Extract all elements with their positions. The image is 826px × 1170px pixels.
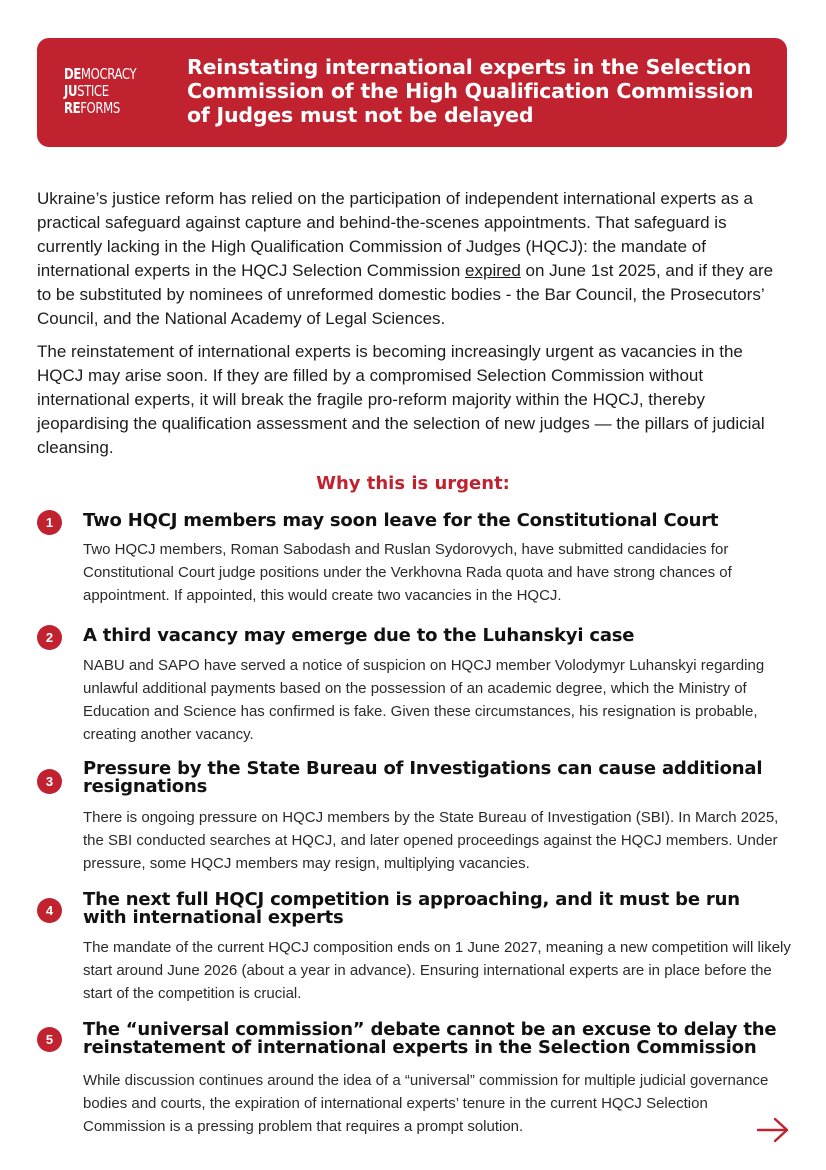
item-title: Pressure by the State Bureau of Investigations can cause additional resignations	[83, 758, 763, 797]
page-title: Reinstating international experts in the Selection Commission of the High Qualification Commission of Judges must not be delayed	[187, 55, 754, 127]
section-heading: Why this is urgent:	[316, 473, 510, 494]
number-badge: 5	[37, 1027, 62, 1052]
item-title: The “universal commission” debate cannot be an excuse to delay the reinstatement of international experts in the Selection Commission	[83, 1019, 777, 1058]
item-body: NABU and SAPO have served a notice of suspicion on HQCJ member Volodymyr Luhanskyi regarding unlawful additional payments based on the possession of an academic degree, which the Ministry of Education and Science has confirmed is fake. Given these circumstances, his resignation is probable, creating another vacancy.	[83, 657, 765, 743]
item-title: The next full HQCJ competition is approaching, and it must be run with international experts	[83, 889, 740, 928]
header-banner	[37, 38, 787, 147]
intro-section	[37, 187, 789, 469]
number-badge: 1	[37, 510, 62, 535]
item-body: While discussion continues around the idea of a “universal” commission for multiple judicial governance bodies and courts, the expiration of international experts’ tenure in the current HQCJ Selection Commission is a pressing problem that requires a prompt solution.	[83, 1072, 769, 1135]
intro-paragraph-1: Ukraine’s justice reform has relied on the participation of independent international experts as a practical safeguard against capture and behind-the-scenes appointments. That safeguard is currently lacking in the High Qualification Commission of Judges (HQCJ): the mandate of international experts in the HQCJ Selection Commission expired on June 1st 2025, and if they are to be substituted by nominees of unreformed domestic bodies - the Bar Council, the Prosecutors’ Council, and the National Academy of Legal Sciences.	[37, 189, 774, 328]
expired-link[interactable]: expired	[465, 261, 521, 280]
number-badge: 3	[37, 769, 62, 794]
item-body: There is ongoing pressure on HQCJ members by the State Bureau of Investigation (SBI). In March 2025, the SBI conducted searches at HQCJ, and later opened proceedings against the HQCJ members. Under pressure, some HQCJ members may resign, multiplying vacancies.	[83, 809, 779, 872]
intro-paragraph-2: The reinstatement of international experts is becoming increasingly urgent as vacancies in the HQCJ may arise soon. If they are filled by a compromised Selection Commission without international experts, it will break the fragile pro-reform majority within the HQCJ, thereby jeopardising the qualification assessment and the selection of new judges — the pillars of judicial cleansing.	[37, 342, 765, 457]
item-body: The mandate of the current HQCJ composition ends on 1 June 2027, meaning a new competition will likely start around June 2026 (about a year in advance). Ensuring international experts are in place before the start of the competition is crucial.	[83, 939, 791, 1002]
number-badge: 2	[37, 625, 62, 650]
number-badge: 4	[37, 898, 62, 923]
item-body: Two HQCJ members, Roman Sabodash and Ruslan Sydorovych, have submitted candidacies for Constitutional Court judge positions under the Verkhovna Rada quota and have strong chances of appointment. If appointed, this would create two vacancies in the HQCJ.	[83, 541, 732, 604]
item-title: A third vacancy may emerge due to the Luhanskyi case	[83, 625, 635, 646]
arrow-right-icon[interactable]	[756, 1115, 790, 1145]
item-title: Two HQCJ members may soon leave for the Constitutional Court	[83, 510, 719, 531]
democracy-justice-reforms-logo: DEMOCRACY JUSTICE REFORMS	[64, 65, 137, 117]
